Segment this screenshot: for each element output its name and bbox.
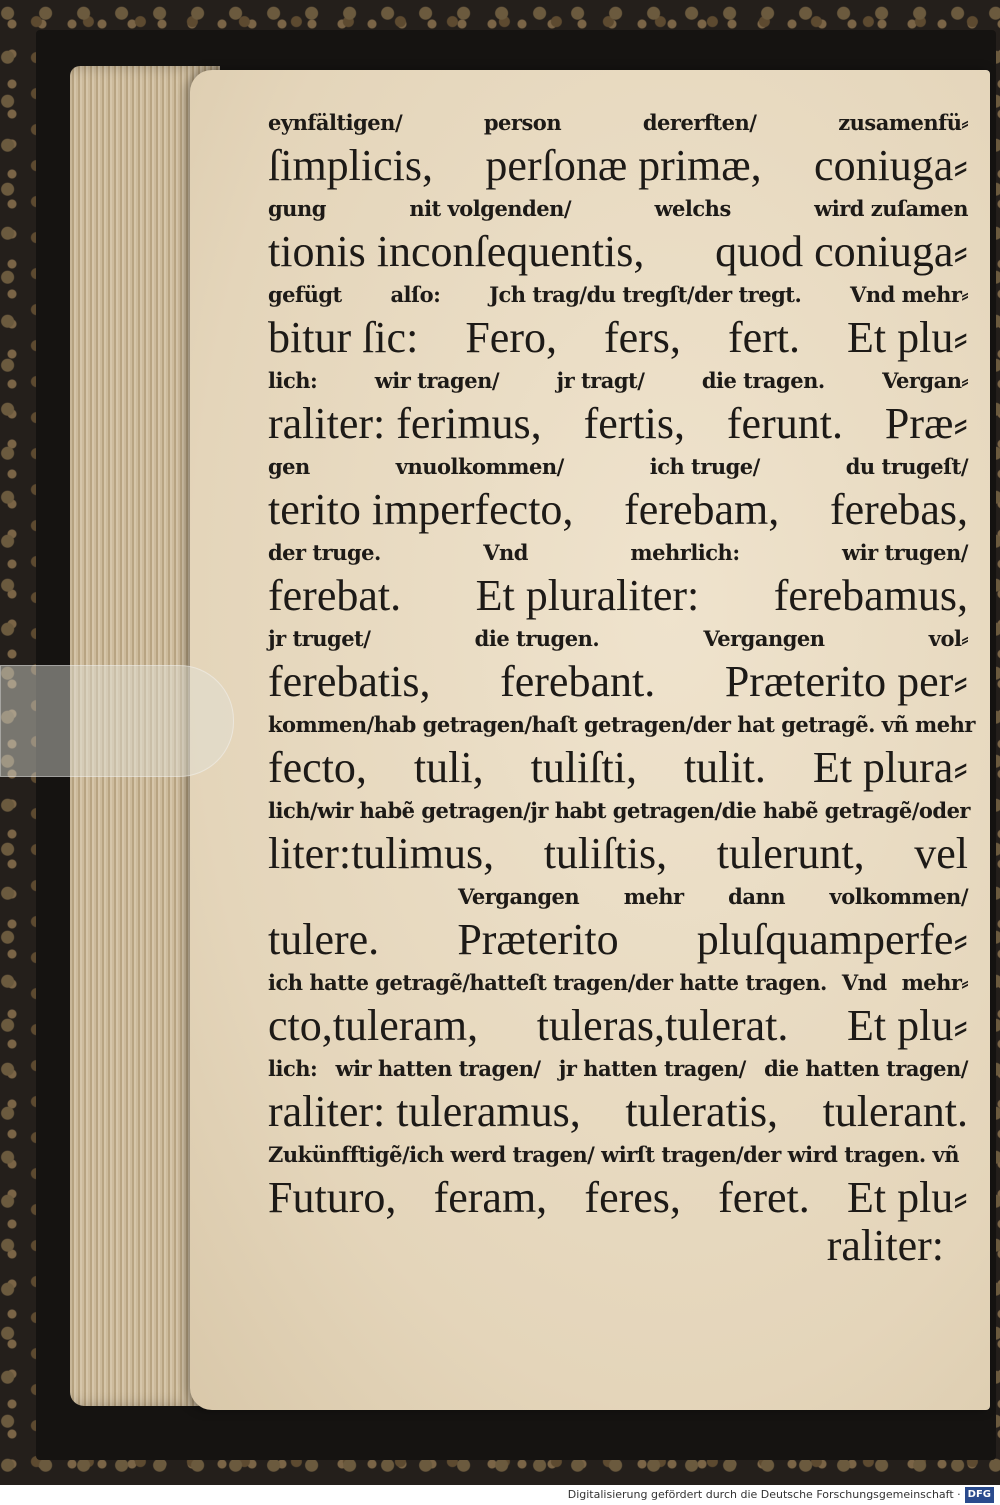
word: fertis,	[583, 399, 685, 448]
word: jr truget/	[268, 626, 371, 651]
word: gefügt	[268, 282, 342, 307]
latin-line	[268, 1002, 968, 1050]
word: feres,	[584, 1173, 681, 1222]
latin-line	[268, 1174, 968, 1222]
latin-line	[268, 658, 968, 706]
latin-line	[268, 314, 968, 362]
word: feret.	[718, 1173, 810, 1222]
word: ferebant.	[500, 657, 656, 706]
word: der truge.	[268, 540, 381, 565]
word: Zukünfftigẽ/ich werd tragen/ wirſt tragen/der wird tragen. vñ	[268, 1142, 959, 1167]
word: terito imperfecto,	[268, 485, 574, 534]
word: ſimplicis,	[268, 141, 433, 190]
word: dererften/	[642, 110, 757, 135]
word: jr tragt/	[556, 368, 645, 393]
german-gloss-line	[268, 1136, 968, 1174]
word: liter:tulimus,	[268, 829, 495, 878]
word: vnuolkommen/	[395, 454, 564, 479]
word: vol⸗	[928, 626, 968, 651]
catchword-text: raliter:	[826, 1221, 944, 1270]
word: Futuro,	[268, 1173, 397, 1222]
word: die trugen.	[474, 626, 600, 651]
word: kommen/hab getragen/haſt getragen/der hat getragẽ. vñ mehr	[268, 712, 975, 737]
catchword	[268, 1222, 968, 1270]
word: Et plura⸗	[812, 743, 968, 792]
word: gen	[268, 454, 310, 479]
word: mehr	[623, 884, 684, 909]
latin-line	[268, 486, 968, 534]
footer-text: Digitalisierung gefördert durch die Deutsche Forschungsgemeinschaft ·	[567, 1488, 961, 1501]
word: lich:	[268, 1056, 318, 1081]
word: mehr⸗	[901, 970, 968, 995]
digitization-footer	[0, 1485, 1000, 1505]
word: ferebam,	[624, 485, 780, 534]
latin-line	[268, 142, 968, 190]
german-gloss-line	[268, 448, 968, 486]
german-gloss-line	[268, 792, 968, 830]
word: Vnd	[483, 540, 528, 565]
german-gloss-line	[268, 534, 968, 572]
word: fers,	[603, 313, 681, 362]
word: dann	[728, 884, 785, 909]
word: du trugeſt/	[845, 454, 968, 479]
word: Præterito per⸗	[724, 657, 968, 706]
german-gloss-line	[268, 964, 968, 1002]
word: tuliſtis,	[543, 829, 668, 878]
word: Vnd	[841, 970, 887, 995]
word: coniuga⸗	[814, 141, 968, 190]
word: fecto,	[268, 743, 367, 792]
word: ferebas,	[829, 485, 968, 534]
word: Præ⸗	[884, 399, 968, 448]
word: vel	[914, 829, 968, 878]
word: tuleras,tulerat.	[536, 1001, 789, 1050]
word: ich truge/	[649, 454, 760, 479]
page-clip	[0, 665, 234, 777]
latin-line	[268, 830, 968, 878]
german-gloss-line	[268, 706, 975, 744]
word: Præterito	[457, 915, 619, 964]
word: eynfältigen/	[268, 110, 403, 135]
word: ferebatis,	[268, 657, 431, 706]
word: wir tragen/	[374, 368, 500, 393]
word: tulere.	[268, 915, 380, 964]
word: ich hatte getragẽ/hatteſt tragen/der hatte tragen.	[268, 970, 827, 995]
word: feram,	[433, 1173, 548, 1222]
word: Vergangen	[703, 626, 825, 651]
latin-line	[268, 916, 968, 964]
word: Et plu⸗	[846, 1173, 968, 1222]
german-gloss-line	[268, 1050, 968, 1088]
word: tuliſti,	[530, 743, 637, 792]
word: welchs	[654, 196, 731, 221]
word: zusamenfü⸗	[838, 110, 968, 135]
german-gloss-line	[268, 362, 968, 400]
word: tulerant.	[822, 1087, 968, 1136]
word: fert.	[727, 313, 800, 362]
word: nit volgenden/	[409, 196, 572, 221]
word: tuli,	[413, 743, 484, 792]
word: die hatten tragen/	[764, 1056, 968, 1081]
word: tuleratis,	[625, 1087, 779, 1136]
dfg-logo: DFG	[965, 1487, 994, 1503]
german-gloss-line	[268, 878, 968, 916]
word: Vergangen	[458, 884, 580, 909]
german-gloss-line	[268, 620, 968, 658]
word: quod coniuga⸗	[715, 227, 968, 276]
word: mehrlich:	[630, 540, 740, 565]
word: Et plu⸗	[847, 1001, 968, 1050]
word: perſonæ primæ,	[485, 141, 762, 190]
word: alſo:	[390, 282, 441, 307]
word: lich/wir habẽ getragen/jr habt getragen/die habẽ getragẽ/oder	[268, 798, 970, 823]
word: bitur ſic:	[268, 313, 419, 362]
word: tionis inconſequentis,	[268, 227, 645, 276]
word: wir hatten tragen/	[335, 1056, 541, 1081]
word: ferunt.	[726, 399, 843, 448]
word: raliter: ferimus,	[268, 399, 542, 448]
word: lich:	[268, 368, 318, 393]
word: Fero,	[465, 313, 557, 362]
word: Vergan⸗	[882, 368, 968, 393]
latin-line	[268, 744, 968, 792]
word: tulit.	[683, 743, 766, 792]
word: ferebat.	[268, 571, 402, 620]
german-gloss-line	[268, 104, 968, 142]
word: tulerunt,	[716, 829, 865, 878]
latin-line	[268, 400, 968, 448]
word: Jch trag/du tregſt/der tregt.	[489, 282, 802, 307]
page-text	[268, 104, 975, 1270]
word: wird zuſamen	[814, 196, 968, 221]
latin-line	[268, 572, 968, 620]
german-gloss-line	[268, 190, 968, 228]
word: Et plu⸗	[847, 313, 968, 362]
word: wir trugen/	[842, 540, 968, 565]
word: ferebamus,	[773, 571, 968, 620]
word: volkommen/	[829, 884, 968, 909]
word: cto,tuleram,	[268, 1001, 479, 1050]
word: jr hatten tragen/	[558, 1056, 746, 1081]
word: raliter: tuleramus,	[268, 1087, 581, 1136]
word: Vnd mehr⸗	[850, 282, 968, 307]
word: person	[483, 110, 562, 135]
german-gloss-line	[268, 276, 968, 314]
word: die tragen.	[701, 368, 825, 393]
word: gung	[268, 196, 326, 221]
word: pluſquamperfe⸗	[696, 915, 968, 964]
word: Et pluraliter:	[475, 571, 700, 620]
latin-line	[268, 228, 968, 276]
latin-line	[268, 1088, 968, 1136]
